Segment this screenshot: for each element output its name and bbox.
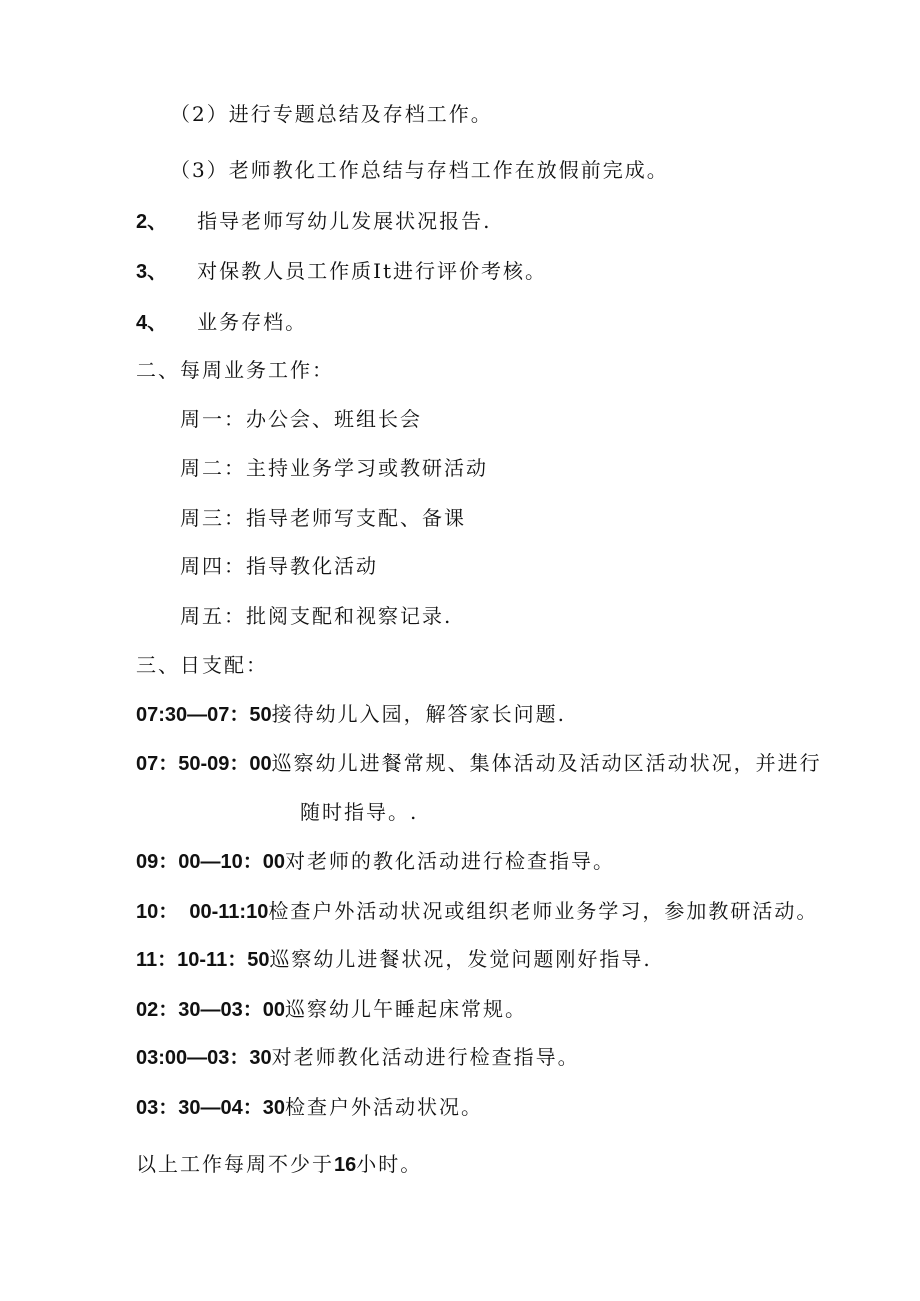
schedule-row: [136, 1044, 580, 1071]
schedule-text: 对老师的教化活动进行检查指导。: [284, 849, 615, 873]
item-label: （2）: [170, 102, 229, 126]
schedule-row: [136, 946, 652, 973]
item-text: 老师教化工作总结与存档工作在放假前完成。: [228, 158, 669, 182]
schedule-time: 02：30—03：00: [136, 999, 285, 1021]
schedule-text: 巡察幼儿午睡起床常规。: [284, 997, 527, 1021]
schedule-text: 检查户外活动状况或组织老师业务学习，参加教研活动。: [268, 899, 819, 923]
weekday-tuesday: 周二：主持业务学习或教研活动: [180, 456, 488, 480]
schedule-time: 03:00—03：30: [136, 1047, 272, 1069]
weekday-friday: 周五：批阅支配和视察记录.: [180, 604, 453, 628]
item-3: [170, 157, 669, 183]
weekday-wednesday: 周三：指导老师写支配、备课: [180, 506, 466, 530]
schedule-row: [136, 1094, 483, 1121]
item-number: 2、: [136, 211, 168, 233]
item-text: 业务存档。: [197, 310, 308, 334]
item-text: 对保教人员工作质It进行评价考核。: [197, 259, 548, 283]
schedule-text: 巡察幼儿进餐状况，发觉问题刚好指导.: [269, 947, 652, 971]
schedule-time: 07:30—07：50: [136, 704, 272, 726]
note-suffix: 小时。: [356, 1152, 423, 1176]
schedule-row: [136, 701, 566, 728]
schedule-time: 09：00—10：00: [136, 851, 285, 873]
schedule-text: 巡察幼儿进餐常规、集体活动及活动区活动状况，并进行: [271, 751, 822, 775]
item-text: 指导老师写幼儿发展状况报告.: [197, 209, 492, 233]
schedule-row: [136, 848, 615, 875]
weekday-monday: 周一：办公会、班组长会: [180, 407, 422, 431]
schedule-row: [136, 996, 527, 1023]
item-label: （3）: [170, 158, 229, 182]
schedule-time: 07：50-09：00: [136, 753, 272, 775]
note-prefix: 以上工作每周不少于: [136, 1152, 334, 1176]
schedule-text: 接待幼儿入园，解答家长问题.: [271, 702, 567, 726]
schedule-time: 03：30—04：30: [136, 1097, 285, 1119]
schedule-row: [136, 750, 822, 777]
schedule-text: 对老师教化活动进行检查指导。: [271, 1045, 580, 1069]
numbered-item-4: [136, 309, 307, 336]
schedule-time: 10： 00-11:10: [136, 901, 269, 923]
numbered-item-2: [136, 208, 491, 235]
item-2: [170, 101, 493, 127]
numbered-item-3: [136, 258, 547, 285]
schedule-row: [136, 898, 818, 925]
item-text: 进行专题总结及存档工作。: [228, 102, 493, 126]
weekday-thursday: 周四：指导教化活动: [180, 554, 378, 578]
schedule-text: 检查户外活动状况。: [284, 1095, 483, 1119]
item-number: 3、: [136, 261, 168, 283]
note-number: 16: [334, 1154, 357, 1176]
schedule-row-continuation: 随时指导。.: [300, 800, 419, 824]
schedule-time: 11：10-11：50: [136, 949, 270, 971]
item-number: 4、: [136, 312, 168, 334]
section-weekly-title: 二、每周业务工作：: [136, 358, 334, 382]
weekly-hours-note: [136, 1151, 422, 1178]
section-daily-title: 三、日支配：: [136, 653, 268, 677]
